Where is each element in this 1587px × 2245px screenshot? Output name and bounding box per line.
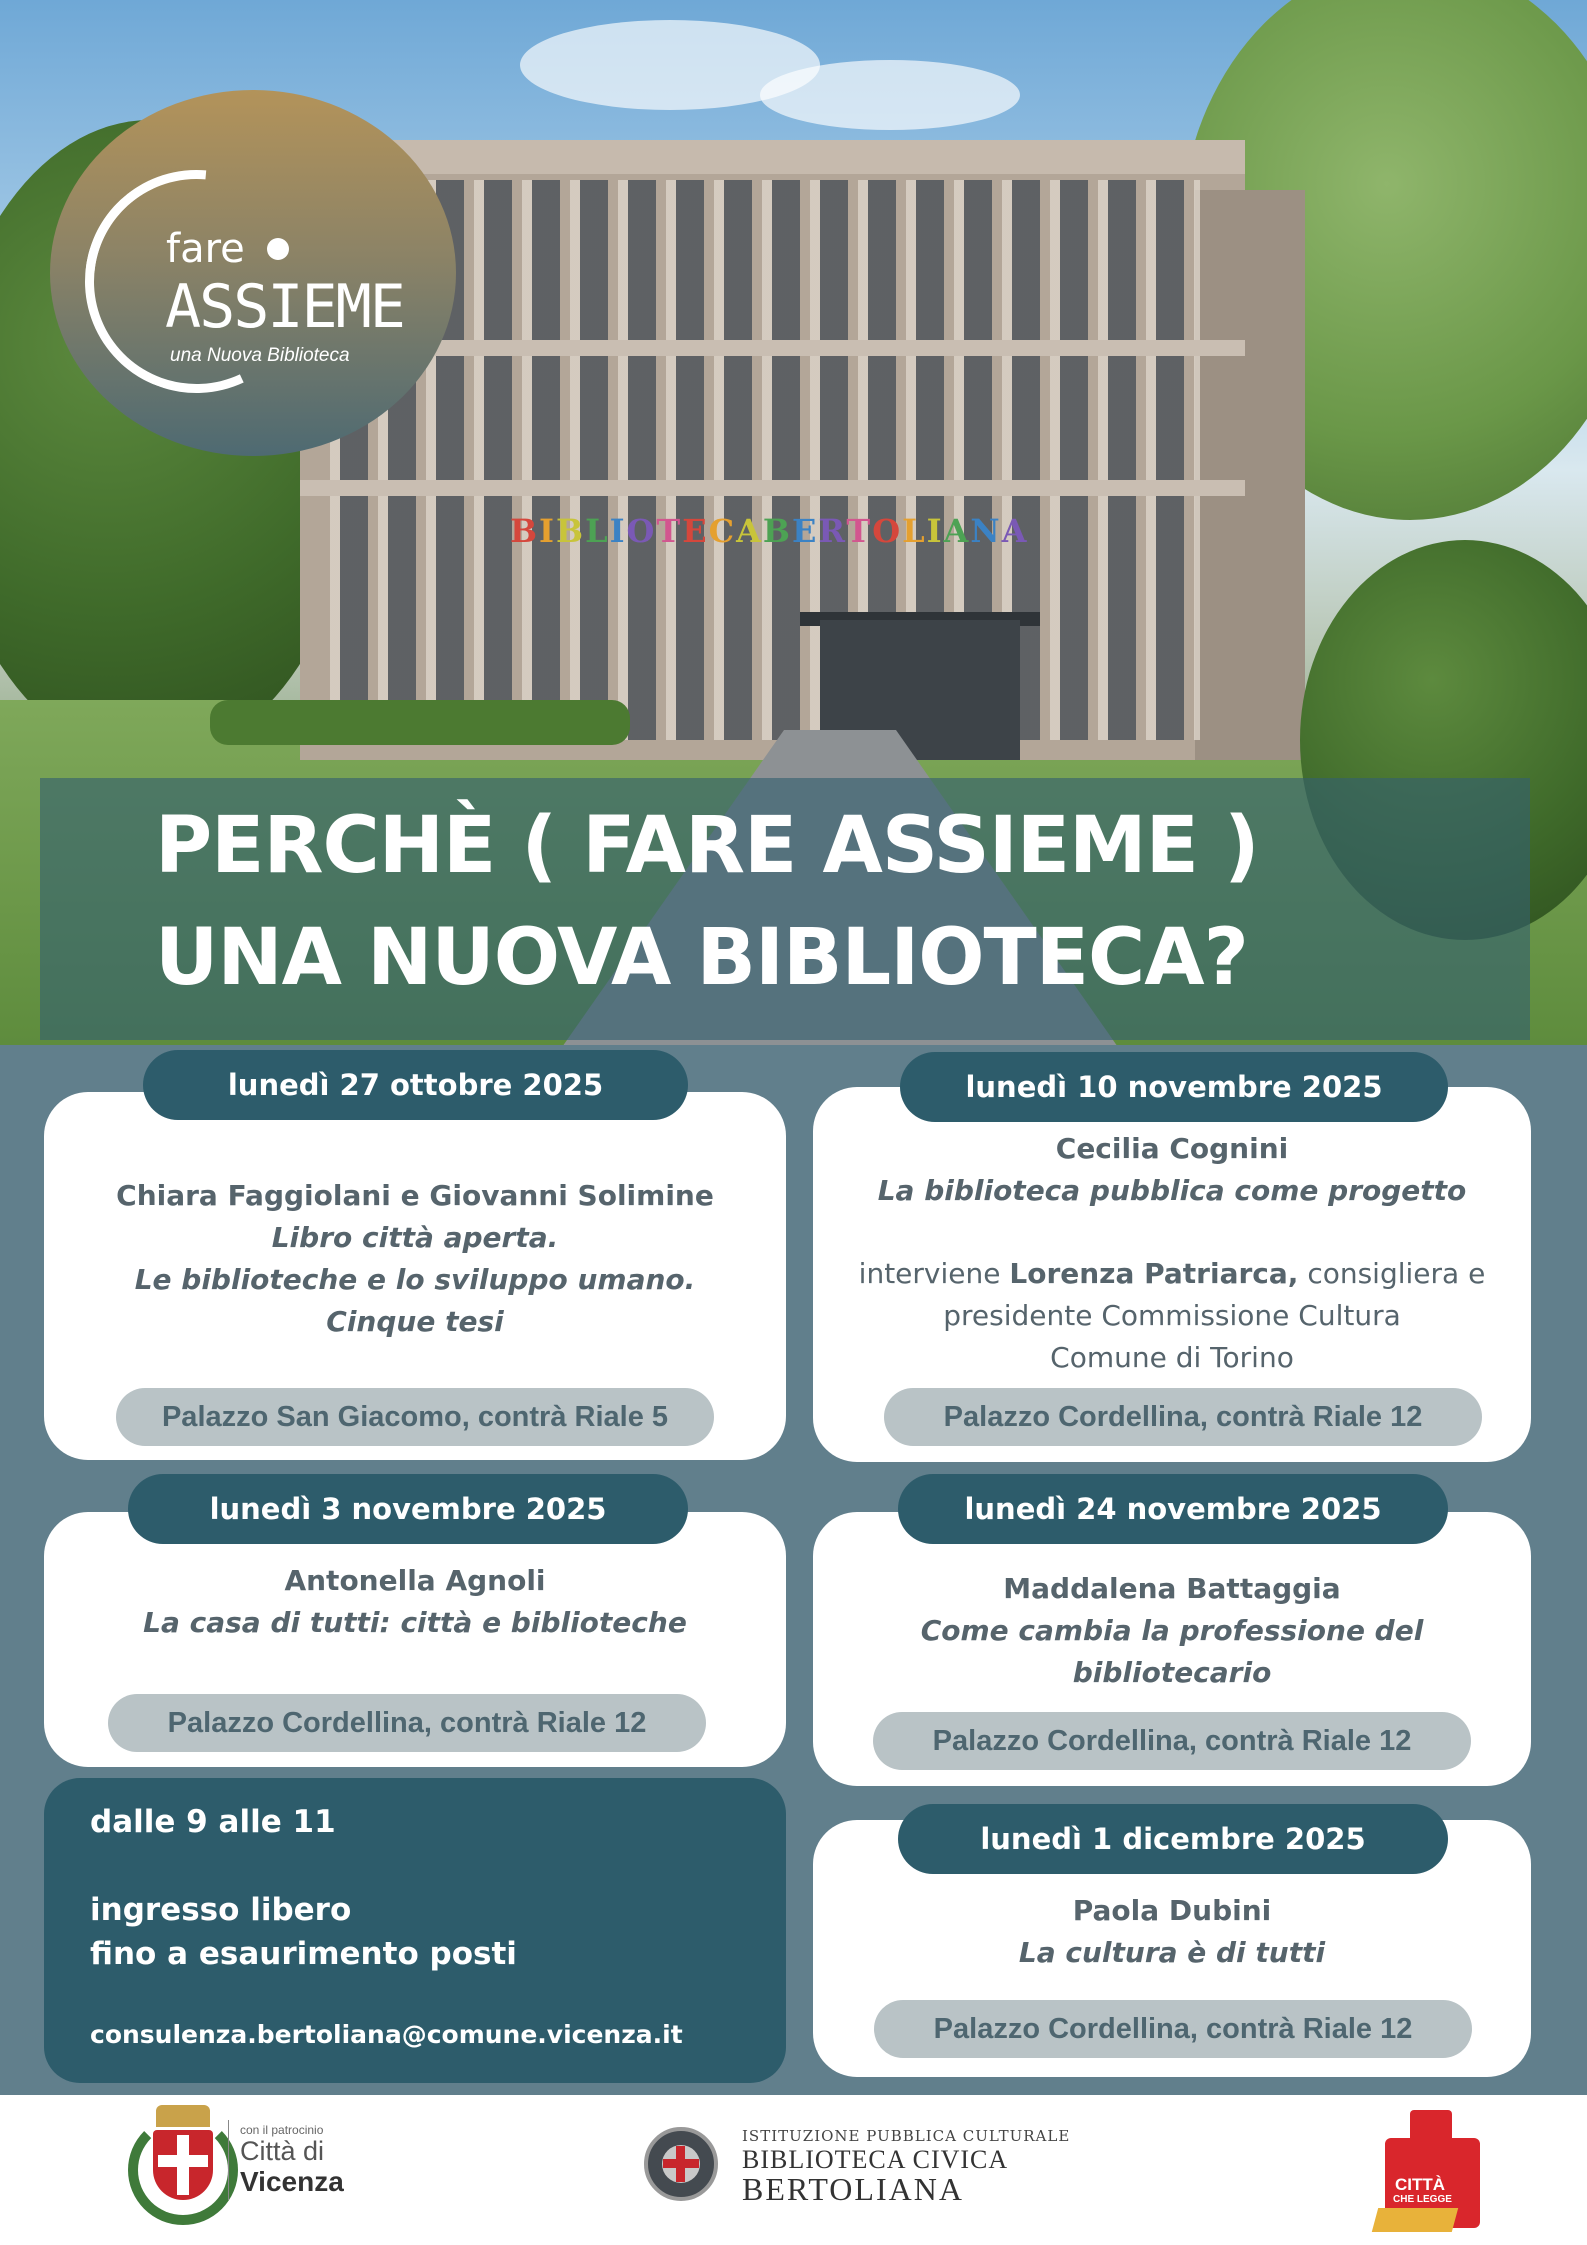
event-title-line: La biblioteca pubblica come progetto — [877, 1174, 1467, 1207]
floor-band — [300, 340, 1245, 356]
sign-letter: A — [736, 512, 763, 550]
sign-letter: A — [1001, 512, 1029, 550]
logo-tagline: una Nuova Biblioteca — [170, 345, 350, 366]
sign-letter: I — [539, 512, 557, 550]
event-title-line: Cinque tesi — [326, 1305, 504, 1338]
building-sign — [510, 512, 1028, 550]
event-speaker: Chiara Faggiolani e Giovanni Solimine — [116, 1179, 714, 1212]
event-speaker: Maddalena Battaggia — [1003, 1572, 1341, 1605]
citta-che-legge-logo-icon — [1375, 2110, 1490, 2235]
event-title-line: bibliotecario — [1072, 1656, 1272, 1689]
event-note-line: presidente Commissione Cultura — [943, 1299, 1401, 1332]
badge-subtext: CHE LEGGE — [1393, 2194, 1452, 2205]
sign-letter: I — [609, 512, 627, 550]
library-name: BIBLIOTECA CIVICA — [742, 2145, 1009, 2174]
sign-letter: C — [708, 512, 737, 550]
event-title-line: Le biblioteche e lo sviluppo umano. — [134, 1263, 696, 1296]
building-roof — [300, 140, 1245, 174]
sign-letter: B — [762, 512, 792, 550]
library-name-main: BERTOLIANA — [742, 2171, 964, 2207]
city-name: Vicenza — [240, 2166, 344, 2197]
event-speaker: Antonella Agnoli — [284, 1564, 546, 1597]
event-location: Palazzo San Giacomo, contrà Riale 5 — [116, 1388, 714, 1446]
event-note-line: Comune di Torino — [1050, 1341, 1294, 1374]
sign-letter: B — [510, 512, 540, 550]
city-label: Città di — [240, 2136, 325, 2166]
info-entry: ingresso libero — [90, 1892, 352, 1928]
sign-letter: E — [791, 512, 819, 550]
event-speaker: Cecilia Cognini — [1055, 1132, 1289, 1165]
event-speaker: Paola Dubini — [1072, 1894, 1272, 1927]
sign-letter: L — [902, 512, 927, 550]
vicenza-coat-of-arms-icon — [128, 2105, 238, 2233]
logo-dot — [267, 238, 289, 260]
event-note-line — [813, 1253, 1531, 1295]
event-location: Palazzo Cordellina, contrà Riale 12 — [108, 1694, 706, 1752]
sign-letter: T — [846, 512, 873, 550]
sign-letter: E — [682, 512, 709, 550]
info-entry-limit: fino a esaurimento posti — [90, 1936, 517, 1972]
divider — [228, 2120, 229, 2200]
building-side — [1195, 190, 1305, 760]
contact-email[interactable]: consulenza.bertoliana@comune.vicenza.it — [90, 2020, 683, 2049]
note-prefix: interviene — [858, 1257, 1010, 1290]
event-title-line: Libro città aperta. — [271, 1221, 559, 1254]
badge-text: CITTÀ — [1395, 2175, 1446, 2194]
sign-letter: N — [970, 512, 1002, 550]
building-columns — [330, 180, 1200, 740]
event-title-line: La cultura è di tutti — [1018, 1936, 1326, 1969]
hedge — [210, 700, 630, 745]
logo-word-assieme: ASSIEME — [165, 272, 404, 342]
sign-letter: A — [943, 512, 971, 550]
event-date: lunedì 3 novembre 2025 — [128, 1474, 688, 1544]
floor-band — [300, 480, 1245, 496]
sign-letter: O — [626, 512, 657, 550]
headline-line-1: PERCHÈ ( FARE ASSIEME ) — [155, 801, 1259, 891]
note-suffix: consigliera e — [1298, 1257, 1486, 1290]
seal-cross — [663, 2159, 699, 2168]
sign-letter: R — [818, 512, 847, 550]
institution-label: ISTITUZIONE PUBBLICA CULTURALE — [742, 2127, 1071, 2145]
event-location: Palazzo Cordellina, contrà Riale 12 — [873, 1712, 1471, 1770]
event-date: lunedì 1 dicembre 2025 — [898, 1804, 1448, 1874]
event-location: Palazzo Cordellina, contrà Riale 12 — [874, 2000, 1472, 2058]
note-guest-name: Lorenza Patriarca, — [1009, 1257, 1299, 1290]
logo-word-fare: fare — [166, 226, 245, 272]
sign-letter: O — [872, 512, 903, 550]
info-hours: dalle 9 alle 11 — [90, 1804, 336, 1840]
event-title-line: La casa di tutti: città e biblioteche — [143, 1606, 687, 1639]
event-date: lunedì 24 novembre 2025 — [898, 1474, 1448, 1544]
sign-letter: L — [585, 512, 610, 550]
event-location: Palazzo Cordellina, contrà Riale 12 — [884, 1388, 1482, 1446]
patronage-label: con il patrocinio — [240, 2123, 324, 2137]
event-title-line: Come cambia la professione del — [920, 1614, 1424, 1647]
headline-line-2: UNA NUOVA BIBLIOTECA? — [155, 913, 1248, 1003]
headline — [155, 790, 1505, 1014]
event-date: lunedì 27 ottobre 2025 — [143, 1050, 688, 1120]
sign-letter: T — [656, 512, 683, 550]
sign-letter: I — [926, 512, 944, 550]
event-date: lunedì 10 novembre 2025 — [900, 1052, 1448, 1122]
sign-letter: B — [556, 512, 586, 550]
cloud — [760, 60, 1020, 130]
